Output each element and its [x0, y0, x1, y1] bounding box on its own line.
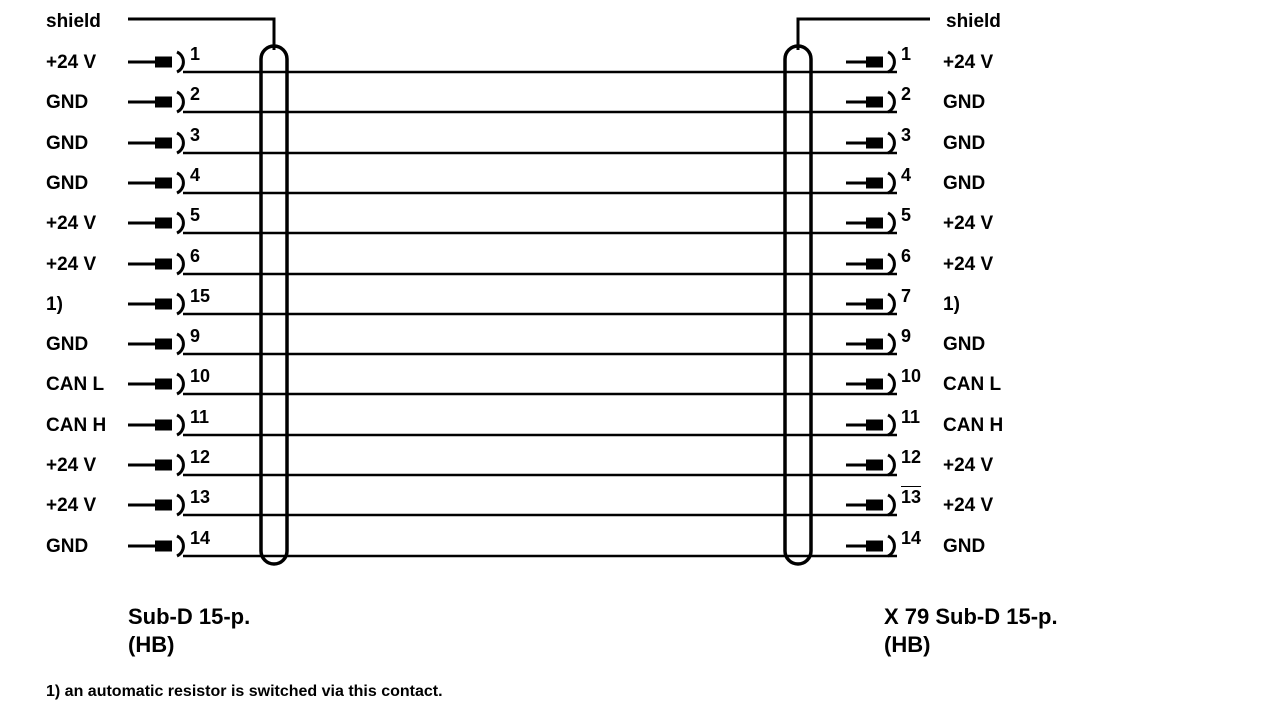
right-pin-number: 12 [901, 447, 922, 467]
left-connector-title-line2: (HB) [128, 631, 175, 657]
right-signal-label: CAN H [943, 415, 1004, 436]
right-signal-label: +24 V [943, 254, 994, 275]
left-signal-label: CAN L [46, 374, 105, 395]
right-signal-label: +24 V [943, 52, 994, 73]
left-signal-label: GND [46, 92, 89, 113]
right-pin-number: 4 [901, 165, 912, 185]
right-pin-number: 6 [901, 246, 912, 266]
right-signal-label: 1) [943, 294, 960, 315]
shield-label-right: shield [946, 11, 1001, 32]
left-pin-number: 4 [190, 165, 201, 185]
left-pin-number: 12 [190, 447, 211, 467]
left-signal-label: +24 V [46, 52, 97, 73]
left-signal-label: +24 V [46, 254, 97, 275]
right-pin-number: 7 [901, 286, 912, 306]
shield-label-left: shield [46, 11, 101, 32]
right-signal-label: GND [943, 92, 986, 113]
left-signal-label: GND [46, 173, 89, 194]
left-signal-label: +24 V [46, 495, 97, 516]
left-signal-label: 1) [46, 294, 63, 315]
right-signal-label: +24 V [943, 495, 994, 516]
right-connector-title-line2: (HB) [884, 631, 931, 657]
left-pin-number: 14 [190, 528, 211, 548]
left-signal-label: GND [46, 334, 89, 355]
right-pin-number: 3 [901, 125, 912, 145]
left-pin-number: 1 [190, 44, 201, 64]
left-connector-title-line1: Sub-D 15-p. [128, 604, 251, 629]
right-pin-number: 14 [901, 528, 922, 548]
right-signal-label: GND [943, 133, 986, 154]
left-signal-label: +24 V [46, 213, 97, 234]
right-pin-number: 5 [901, 205, 912, 225]
right-signal-label: GND [943, 536, 986, 557]
right-signal-label: +24 V [943, 213, 994, 234]
right-pin-number: 13 [901, 487, 922, 507]
right-connector-title-line1: X 79 Sub-D 15-p. [884, 604, 1058, 629]
right-pin-number: 2 [901, 84, 912, 104]
right-signal-label: GND [943, 173, 986, 194]
left-signal-label: CAN H [46, 415, 107, 436]
right-signal-label: CAN L [943, 374, 1002, 395]
left-pin-number: 11 [190, 407, 210, 427]
left-pin-number: 6 [190, 246, 201, 266]
left-pin-number: 10 [190, 366, 211, 386]
right-signal-label: +24 V [943, 455, 994, 476]
right-connector-title [884, 603, 1058, 658]
left-pin-number: 9 [190, 326, 201, 346]
right-pin-number: 1 [901, 44, 912, 64]
left-pin-number: 5 [190, 205, 201, 225]
left-signal-label: GND [46, 536, 89, 557]
left-connector-title [128, 603, 250, 658]
right-pin-number: 11 [901, 407, 921, 427]
footnote-text: 1) an automatic resistor is switched via this contact. [46, 683, 443, 700]
left-signal-label: +24 V [46, 455, 97, 476]
right-pin-number: 10 [901, 366, 922, 386]
left-pin-number: 3 [190, 125, 201, 145]
left-pin-number: 13 [190, 487, 211, 507]
right-pin-number: 9 [901, 326, 912, 346]
left-pin-number: 2 [190, 84, 201, 104]
left-pin-number: 15 [190, 286, 211, 306]
right-signal-label: GND [943, 334, 986, 355]
left-signal-label: GND [46, 133, 89, 154]
